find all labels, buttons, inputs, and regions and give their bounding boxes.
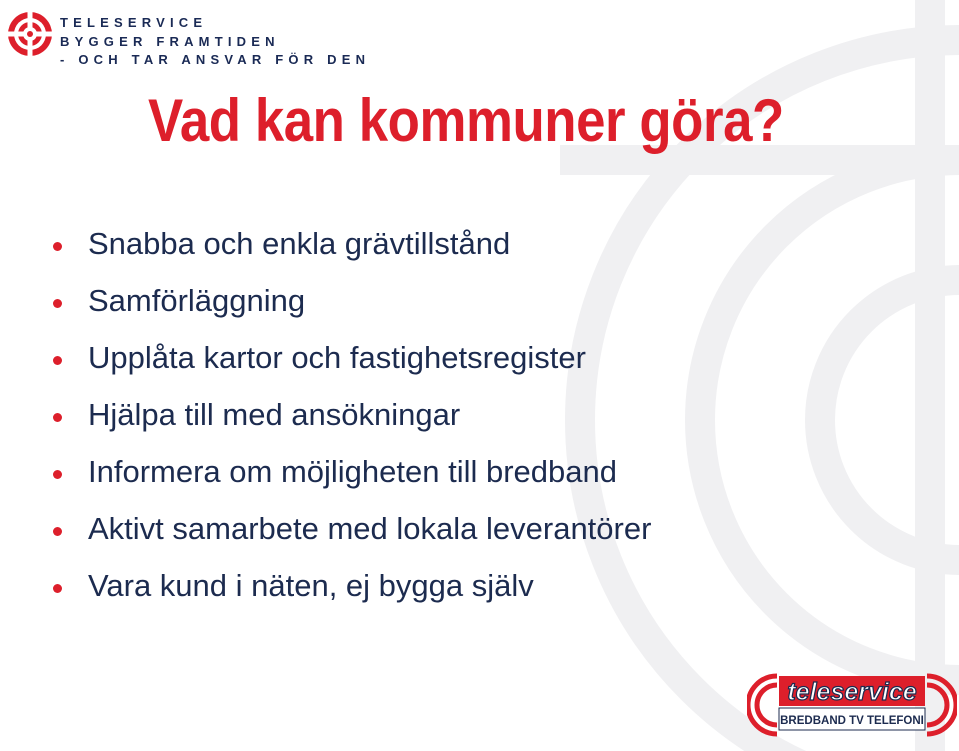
teleservice-footer-logo: [747, 672, 957, 738]
header-tagline: [60, 14, 370, 70]
bullet-dot-icon: [53, 242, 62, 251]
bullet-text: Aktivt samarbete med lokala leverantörer: [88, 511, 652, 546]
bullet-dot-icon: [53, 527, 62, 536]
bullet-text: Informera om möjligheten till bredband: [88, 454, 617, 489]
bullet-text: Samförläggning: [88, 283, 306, 318]
target-logo-icon: [6, 10, 54, 58]
bullet-dot-icon: [53, 413, 62, 422]
tagline-line-3: - OCH TAR ANSVAR FÖR DEN: [60, 52, 371, 67]
bullet-text: Vara kund i näten, ej bygga själv: [88, 568, 534, 603]
footer-logo-sub: BREDBAND TV TELEFONI: [780, 715, 924, 727]
bullet-dot-icon: [53, 470, 62, 479]
bullet-dot-icon: [53, 299, 62, 308]
tagline-line-2: BYGGER FRAMTIDEN: [60, 33, 280, 49]
bullet-text: Hjälpa till med ansökningar: [88, 397, 461, 432]
bullet-text: Snabba och enkla grävtillstånd: [88, 226, 511, 261]
bullet-text: Upplåta kartor och fastighetsregister: [88, 340, 586, 375]
slide-title: Vad kan kommuner göra?: [148, 87, 784, 154]
bullet-dot-icon: [53, 356, 62, 365]
bullet-dot-icon: [53, 584, 62, 593]
footer-logo-brand: teleservice: [787, 678, 917, 706]
tagline-line-1: TELESERVICE: [60, 15, 208, 30]
